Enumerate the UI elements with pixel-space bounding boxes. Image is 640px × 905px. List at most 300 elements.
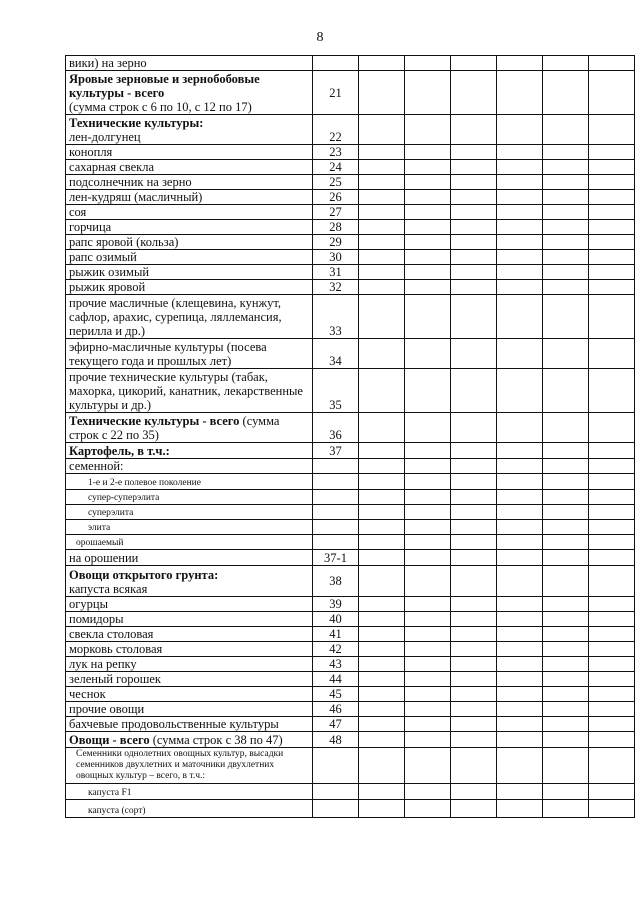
data-cell[interactable] — [405, 550, 451, 566]
data-cell[interactable] — [589, 520, 635, 535]
row-name: супер-суперэлита — [66, 490, 313, 505]
row-name-note: капуста всякая — [69, 582, 148, 596]
data-cell[interactable] — [497, 265, 543, 280]
row-name: огурцы — [66, 597, 313, 612]
data-cell[interactable] — [543, 250, 589, 265]
row-code — [313, 459, 359, 474]
data-cell[interactable] — [589, 657, 635, 672]
data-cell[interactable] — [451, 672, 497, 687]
data-cell[interactable] — [543, 535, 589, 550]
row-name — [66, 115, 313, 145]
row-name: Картофель, в т.ч.: — [66, 443, 313, 459]
data-cell[interactable] — [543, 235, 589, 250]
row-name-bold: Технические культуры: — [69, 116, 204, 130]
data-cell[interactable] — [405, 413, 451, 443]
data-cell[interactable] — [589, 280, 635, 295]
data-cell[interactable] — [497, 687, 543, 702]
data-cell[interactable] — [359, 459, 405, 474]
table-row — [66, 490, 635, 505]
data-cell[interactable] — [543, 205, 589, 220]
data-cell[interactable] — [589, 732, 635, 748]
table-row — [66, 339, 635, 369]
data-cell[interactable] — [497, 190, 543, 205]
data-cell[interactable] — [543, 800, 589, 818]
data-cell[interactable] — [589, 459, 635, 474]
data-cell[interactable] — [405, 535, 451, 550]
data-cell[interactable] — [497, 672, 543, 687]
data-cell[interactable] — [405, 657, 451, 672]
data-cell[interactable] — [543, 627, 589, 642]
data-cell[interactable] — [589, 687, 635, 702]
data-cell[interactable] — [451, 220, 497, 235]
data-cell[interactable] — [543, 748, 589, 784]
data-cell[interactable] — [589, 160, 635, 175]
data-cell[interactable] — [497, 612, 543, 627]
data-cell[interactable] — [405, 520, 451, 535]
row-code: 28 — [313, 220, 359, 235]
data-cell[interactable] — [497, 566, 543, 597]
data-cell[interactable] — [543, 642, 589, 657]
data-cell[interactable] — [543, 280, 589, 295]
data-cell[interactable] — [359, 175, 405, 190]
data-cell[interactable] — [589, 443, 635, 459]
data-cell[interactable] — [589, 612, 635, 627]
data-cell[interactable] — [359, 566, 405, 597]
data-cell[interactable] — [543, 160, 589, 175]
data-cell[interactable] — [497, 369, 543, 413]
data-cell[interactable] — [451, 474, 497, 490]
data-cell[interactable] — [405, 627, 451, 642]
table-row — [66, 265, 635, 280]
data-cell[interactable] — [497, 413, 543, 443]
table-row — [66, 175, 635, 190]
data-cell[interactable] — [405, 220, 451, 235]
data-cell[interactable] — [451, 443, 497, 459]
table-row — [66, 459, 635, 474]
data-cell[interactable] — [589, 145, 635, 160]
data-cell[interactable] — [359, 474, 405, 490]
row-name: вики) на зерно — [66, 56, 313, 71]
data-cell[interactable] — [451, 800, 497, 818]
data-cell[interactable] — [451, 687, 497, 702]
data-cell[interactable] — [589, 235, 635, 250]
data-cell[interactable] — [497, 800, 543, 818]
data-cell[interactable] — [405, 505, 451, 520]
data-cell[interactable] — [497, 220, 543, 235]
data-cell[interactable] — [359, 220, 405, 235]
row-code: 39 — [313, 597, 359, 612]
data-cell[interactable] — [589, 220, 635, 235]
table-row — [66, 295, 635, 339]
table-row — [66, 250, 635, 265]
data-cell[interactable] — [359, 369, 405, 413]
row-code: 41 — [313, 627, 359, 642]
data-cell[interactable] — [451, 612, 497, 627]
data-cell[interactable] — [451, 56, 497, 71]
data-cell[interactable] — [405, 748, 451, 784]
data-cell[interactable] — [497, 535, 543, 550]
data-cell[interactable] — [497, 657, 543, 672]
crop-form-table — [65, 55, 635, 818]
data-cell[interactable] — [451, 145, 497, 160]
data-cell[interactable] — [497, 339, 543, 369]
table-row — [66, 612, 635, 627]
table-row — [66, 535, 635, 550]
data-cell[interactable] — [359, 550, 405, 566]
data-cell[interactable] — [543, 550, 589, 566]
row-code: 32 — [313, 280, 359, 295]
data-cell[interactable] — [405, 687, 451, 702]
table-row — [66, 550, 635, 566]
row-code: 30 — [313, 250, 359, 265]
row-code: 43 — [313, 657, 359, 672]
data-cell[interactable] — [405, 800, 451, 818]
data-cell[interactable] — [359, 250, 405, 265]
row-code: 40 — [313, 612, 359, 627]
row-name: элита — [66, 520, 313, 535]
data-cell[interactable] — [405, 459, 451, 474]
data-cell[interactable] — [543, 732, 589, 748]
data-cell[interactable] — [359, 190, 405, 205]
data-cell[interactable] — [405, 672, 451, 687]
data-cell[interactable] — [359, 642, 405, 657]
data-cell[interactable] — [359, 748, 405, 784]
data-cell[interactable] — [451, 732, 497, 748]
table-row — [66, 702, 635, 717]
data-cell[interactable] — [497, 520, 543, 535]
row-code: 23 — [313, 145, 359, 160]
data-cell[interactable] — [497, 56, 543, 71]
table-row — [66, 687, 635, 702]
data-cell[interactable] — [497, 505, 543, 520]
data-cell[interactable] — [451, 535, 497, 550]
data-cell[interactable] — [359, 800, 405, 818]
data-cell[interactable] — [543, 459, 589, 474]
data-cell[interactable] — [451, 490, 497, 505]
data-cell[interactable] — [589, 265, 635, 280]
row-code: 29 — [313, 235, 359, 250]
table-row — [66, 369, 635, 413]
data-cell[interactable] — [497, 748, 543, 784]
data-cell[interactable] — [405, 235, 451, 250]
data-cell[interactable] — [451, 459, 497, 474]
data-cell[interactable] — [451, 520, 497, 535]
row-name: Семенники однолетних овощных культур, высадки семенников двухлетних и маточники двухлетних овощных культур – всего, в т.ч.: — [66, 748, 313, 784]
data-cell[interactable] — [589, 295, 635, 339]
data-cell[interactable] — [359, 115, 405, 145]
data-cell[interactable] — [543, 784, 589, 800]
table-row — [66, 443, 635, 459]
data-cell[interactable] — [451, 190, 497, 205]
data-cell[interactable] — [359, 145, 405, 160]
data-cell[interactable] — [359, 71, 405, 115]
data-cell[interactable] — [497, 160, 543, 175]
data-cell[interactable] — [497, 459, 543, 474]
data-cell[interactable] — [589, 597, 635, 612]
data-cell[interactable] — [589, 490, 635, 505]
data-cell[interactable] — [405, 71, 451, 115]
data-cell[interactable] — [405, 702, 451, 717]
data-cell[interactable] — [589, 702, 635, 717]
data-cell[interactable] — [589, 474, 635, 490]
data-cell[interactable] — [359, 413, 405, 443]
data-cell[interactable] — [359, 505, 405, 520]
table-row — [66, 748, 635, 784]
data-cell[interactable] — [451, 339, 497, 369]
data-cell[interactable] — [359, 205, 405, 220]
data-cell[interactable] — [451, 295, 497, 339]
data-cell[interactable] — [543, 657, 589, 672]
data-cell[interactable] — [405, 190, 451, 205]
data-cell[interactable] — [589, 672, 635, 687]
data-cell[interactable] — [589, 535, 635, 550]
data-cell[interactable] — [451, 657, 497, 672]
data-cell[interactable] — [451, 717, 497, 732]
data-cell[interactable] — [405, 490, 451, 505]
data-cell[interactable] — [543, 597, 589, 612]
data-cell[interactable] — [405, 369, 451, 413]
data-cell[interactable] — [497, 642, 543, 657]
data-cell[interactable] — [451, 597, 497, 612]
data-cell[interactable] — [451, 702, 497, 717]
data-cell[interactable] — [405, 474, 451, 490]
data-cell[interactable] — [543, 115, 589, 145]
data-cell[interactable] — [405, 56, 451, 71]
data-cell[interactable] — [359, 612, 405, 627]
row-code: 45 — [313, 687, 359, 702]
data-cell[interactable] — [359, 732, 405, 748]
data-cell[interactable] — [543, 505, 589, 520]
data-cell[interactable] — [589, 175, 635, 190]
data-cell[interactable] — [359, 672, 405, 687]
data-cell[interactable] — [451, 627, 497, 642]
data-cell[interactable] — [543, 339, 589, 369]
data-cell[interactable] — [589, 71, 635, 115]
data-cell[interactable] — [497, 597, 543, 612]
data-cell[interactable] — [589, 190, 635, 205]
data-cell[interactable] — [589, 800, 635, 818]
data-cell[interactable] — [589, 339, 635, 369]
table-row — [66, 220, 635, 235]
data-cell[interactable] — [543, 474, 589, 490]
data-cell[interactable] — [497, 295, 543, 339]
data-cell[interactable] — [589, 205, 635, 220]
data-cell[interactable] — [359, 160, 405, 175]
data-cell[interactable] — [497, 205, 543, 220]
row-name-bold: Овощи открытого грунта: — [69, 568, 219, 582]
data-cell[interactable] — [543, 687, 589, 702]
data-cell[interactable] — [589, 250, 635, 265]
data-cell[interactable] — [359, 235, 405, 250]
data-cell[interactable] — [543, 612, 589, 627]
data-cell[interactable] — [359, 535, 405, 550]
table-row — [66, 205, 635, 220]
data-cell[interactable] — [497, 115, 543, 145]
row-name: чеснок — [66, 687, 313, 702]
data-cell[interactable] — [405, 280, 451, 295]
data-cell[interactable] — [359, 56, 405, 71]
table-row — [66, 160, 635, 175]
data-cell[interactable] — [497, 175, 543, 190]
data-cell[interactable] — [359, 295, 405, 339]
data-cell[interactable] — [497, 71, 543, 115]
data-cell[interactable] — [359, 627, 405, 642]
data-cell[interactable] — [543, 175, 589, 190]
data-cell[interactable] — [543, 220, 589, 235]
data-cell[interactable] — [405, 566, 451, 597]
data-cell[interactable] — [589, 717, 635, 732]
data-cell[interactable] — [451, 566, 497, 597]
data-cell[interactable] — [589, 642, 635, 657]
row-code: 35 — [313, 369, 359, 413]
data-cell[interactable] — [451, 115, 497, 145]
row-name-note: (сумма строк с 6 по 10, с 12 по 17) — [69, 100, 252, 114]
data-cell[interactable] — [543, 265, 589, 280]
data-cell[interactable] — [589, 413, 635, 443]
data-cell[interactable] — [543, 71, 589, 115]
data-cell[interactable] — [405, 339, 451, 369]
data-cell[interactable] — [359, 687, 405, 702]
row-code: 27 — [313, 205, 359, 220]
data-cell[interactable] — [451, 413, 497, 443]
data-cell[interactable] — [405, 250, 451, 265]
row-name: прочие масличные (клещевина, кунжут, сафлор, арахис, сурепица, ляллемансия, перилла и др.) — [66, 295, 313, 339]
data-cell[interactable] — [497, 702, 543, 717]
data-cell[interactable] — [589, 784, 635, 800]
data-cell[interactable] — [497, 717, 543, 732]
row-name-bold: Овощи - всего — [69, 733, 150, 747]
data-cell[interactable] — [405, 717, 451, 732]
table-row — [66, 235, 635, 250]
data-cell[interactable] — [543, 672, 589, 687]
row-name: горчица — [66, 220, 313, 235]
data-cell[interactable] — [359, 265, 405, 280]
data-cell[interactable] — [589, 369, 635, 413]
data-cell[interactable] — [451, 175, 497, 190]
data-cell[interactable] — [451, 505, 497, 520]
data-cell[interactable] — [497, 280, 543, 295]
data-cell[interactable] — [405, 175, 451, 190]
row-code: 34 — [313, 339, 359, 369]
data-cell[interactable] — [359, 339, 405, 369]
data-cell[interactable] — [497, 627, 543, 642]
row-name — [66, 566, 313, 597]
data-cell[interactable] — [589, 56, 635, 71]
data-cell[interactable] — [543, 295, 589, 339]
row-code: 37-1 — [313, 550, 359, 566]
row-code: 22 — [313, 115, 359, 145]
data-cell[interactable] — [451, 748, 497, 784]
data-cell[interactable] — [405, 160, 451, 175]
data-cell[interactable] — [451, 205, 497, 220]
data-cell[interactable] — [451, 642, 497, 657]
data-cell[interactable] — [451, 250, 497, 265]
row-name: лен-кудряш (масличный) — [66, 190, 313, 205]
data-cell[interactable] — [359, 784, 405, 800]
data-cell[interactable] — [497, 490, 543, 505]
data-cell[interactable] — [589, 566, 635, 597]
row-name — [66, 71, 313, 115]
data-cell[interactable] — [405, 265, 451, 280]
data-cell[interactable] — [497, 235, 543, 250]
table-row — [66, 520, 635, 535]
data-cell[interactable] — [543, 190, 589, 205]
row-code: 46 — [313, 702, 359, 717]
data-cell[interactable] — [405, 115, 451, 145]
table-row — [66, 642, 635, 657]
data-cell[interactable] — [359, 520, 405, 535]
data-cell[interactable] — [543, 717, 589, 732]
data-cell[interactable] — [359, 597, 405, 612]
data-cell[interactable] — [589, 115, 635, 145]
data-cell[interactable] — [451, 784, 497, 800]
data-cell[interactable] — [405, 612, 451, 627]
data-cell[interactable] — [405, 145, 451, 160]
data-cell[interactable] — [543, 413, 589, 443]
data-cell[interactable] — [359, 490, 405, 505]
data-cell[interactable] — [543, 702, 589, 717]
data-cell[interactable] — [497, 474, 543, 490]
data-cell[interactable] — [359, 702, 405, 717]
table-row — [66, 732, 635, 748]
data-cell[interactable] — [543, 145, 589, 160]
data-cell[interactable] — [451, 369, 497, 413]
data-cell[interactable] — [405, 443, 451, 459]
data-cell[interactable] — [359, 657, 405, 672]
data-cell[interactable] — [451, 265, 497, 280]
data-cell[interactable] — [405, 205, 451, 220]
data-cell[interactable] — [451, 235, 497, 250]
table-row — [66, 717, 635, 732]
row-name-bold: Яровые зерновые и зернобобовые культуры - всего — [69, 72, 260, 100]
data-cell[interactable] — [589, 505, 635, 520]
data-cell[interactable] — [543, 566, 589, 597]
data-cell[interactable] — [405, 642, 451, 657]
table-row — [66, 413, 635, 443]
data-cell[interactable] — [451, 160, 497, 175]
data-cell[interactable] — [543, 56, 589, 71]
data-cell[interactable] — [589, 748, 635, 784]
data-cell[interactable] — [589, 627, 635, 642]
data-cell[interactable] — [497, 550, 543, 566]
data-cell[interactable] — [451, 280, 497, 295]
row-name: морковь столовая — [66, 642, 313, 657]
data-cell[interactable] — [543, 443, 589, 459]
row-code — [313, 505, 359, 520]
data-cell[interactable] — [589, 550, 635, 566]
data-cell[interactable] — [451, 71, 497, 115]
data-cell[interactable] — [405, 295, 451, 339]
data-cell[interactable] — [497, 145, 543, 160]
data-cell[interactable] — [359, 280, 405, 295]
row-name: суперэлита — [66, 505, 313, 520]
row-name: капуста (сорт) — [66, 800, 313, 818]
data-cell[interactable] — [543, 490, 589, 505]
table-row — [66, 597, 635, 612]
data-cell[interactable] — [405, 732, 451, 748]
data-cell[interactable] — [497, 443, 543, 459]
data-cell[interactable] — [543, 369, 589, 413]
data-cell[interactable] — [543, 520, 589, 535]
data-cell[interactable] — [451, 550, 497, 566]
data-cell[interactable] — [405, 597, 451, 612]
data-cell[interactable] — [497, 732, 543, 748]
data-cell[interactable] — [497, 784, 543, 800]
data-cell[interactable] — [359, 717, 405, 732]
data-cell[interactable] — [405, 784, 451, 800]
data-cell[interactable] — [359, 443, 405, 459]
data-cell[interactable] — [497, 250, 543, 265]
